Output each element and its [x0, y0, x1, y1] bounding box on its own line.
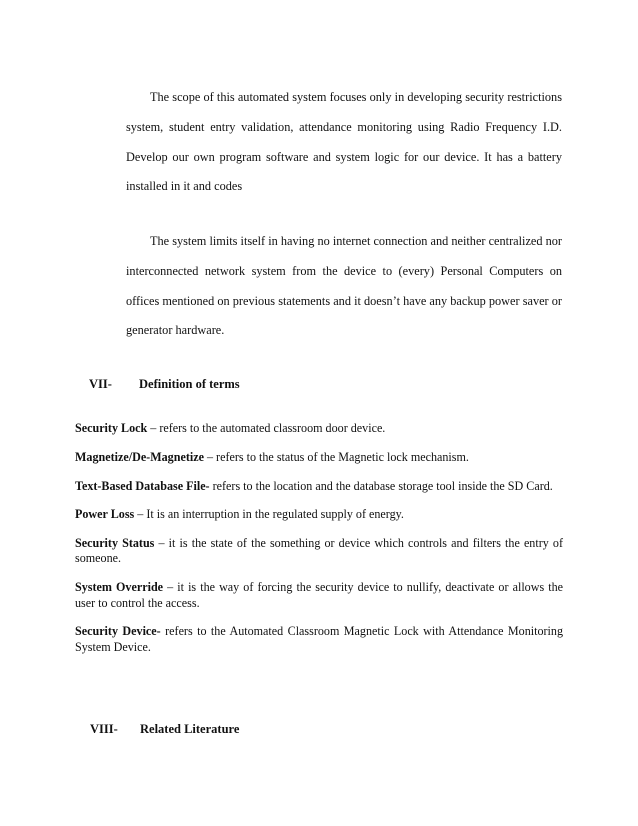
definition-text: refers to the status of the Magnetic lock mechanism. — [216, 449, 469, 464]
definition-item — [75, 507, 563, 522]
definition-text: it is the way of forcing the security device to nullify, deactivate or allows the user to control the access. — [75, 580, 564, 610]
definition-separator: – — [163, 580, 178, 595]
definition-separator: – — [203, 449, 217, 464]
definition-term: Security Device- — [75, 624, 161, 639]
definition-item — [75, 479, 563, 494]
definition-text: It is an interruption in the regulated supply of energy. — [146, 507, 404, 522]
definition-term: Security Status — [75, 536, 155, 551]
definition-item — [75, 624, 563, 655]
definition-separator: – — [147, 421, 160, 435]
definition-separator: – — [154, 536, 169, 551]
section-title: Definition of terms — [139, 377, 240, 391]
definition-term: Power Loss — [75, 507, 135, 522]
definition-term: Magnetize/De-Magnetize — [75, 449, 204, 464]
section-number: VII- — [89, 377, 112, 391]
definition-term: Security Lock — [75, 421, 148, 435]
definition-text: it is the state of the something or device which controls and filters the entry of someone. — [75, 536, 563, 566]
section-heading-related-literature — [90, 722, 239, 737]
section-number: VIII- — [90, 722, 118, 736]
limitations-paragraph: The system limits itself in having no internet connection and neither centralized nor interconnected network system from the device to (every) Personal Computers on offices mentioned on previous statements and it doesn’t have any backup power saver or generator hardware. — [126, 234, 562, 338]
section-heading-definition-of-terms — [89, 377, 240, 392]
scope-paragraph: The scope of this automated system focuses only in developing security restrictions system, student entry validation, attendance monitoring using Radio Frequency I.D. Develop our own program software and system logic for our device. It has a battery installed in it and codes — [126, 90, 562, 194]
section-title: Related Literature — [140, 722, 240, 736]
definition-item — [75, 421, 563, 436]
definition-text: refers to the location and the database storage tool inside the SD Card. — [212, 478, 553, 493]
definition-text: refers to the Automated Classroom Magnetic Lock with Attendance Monitoring System Device. — [75, 624, 564, 654]
definition-item — [75, 580, 563, 611]
definition-term: Text-Based Database File- — [75, 478, 210, 493]
definition-item — [75, 536, 563, 567]
definitions-list — [75, 421, 563, 668]
definition-text: refers to the automated classroom door device. — [159, 421, 386, 435]
definition-item — [75, 450, 563, 465]
definition-separator: – — [134, 507, 147, 522]
definition-term: System Override — [75, 580, 164, 595]
